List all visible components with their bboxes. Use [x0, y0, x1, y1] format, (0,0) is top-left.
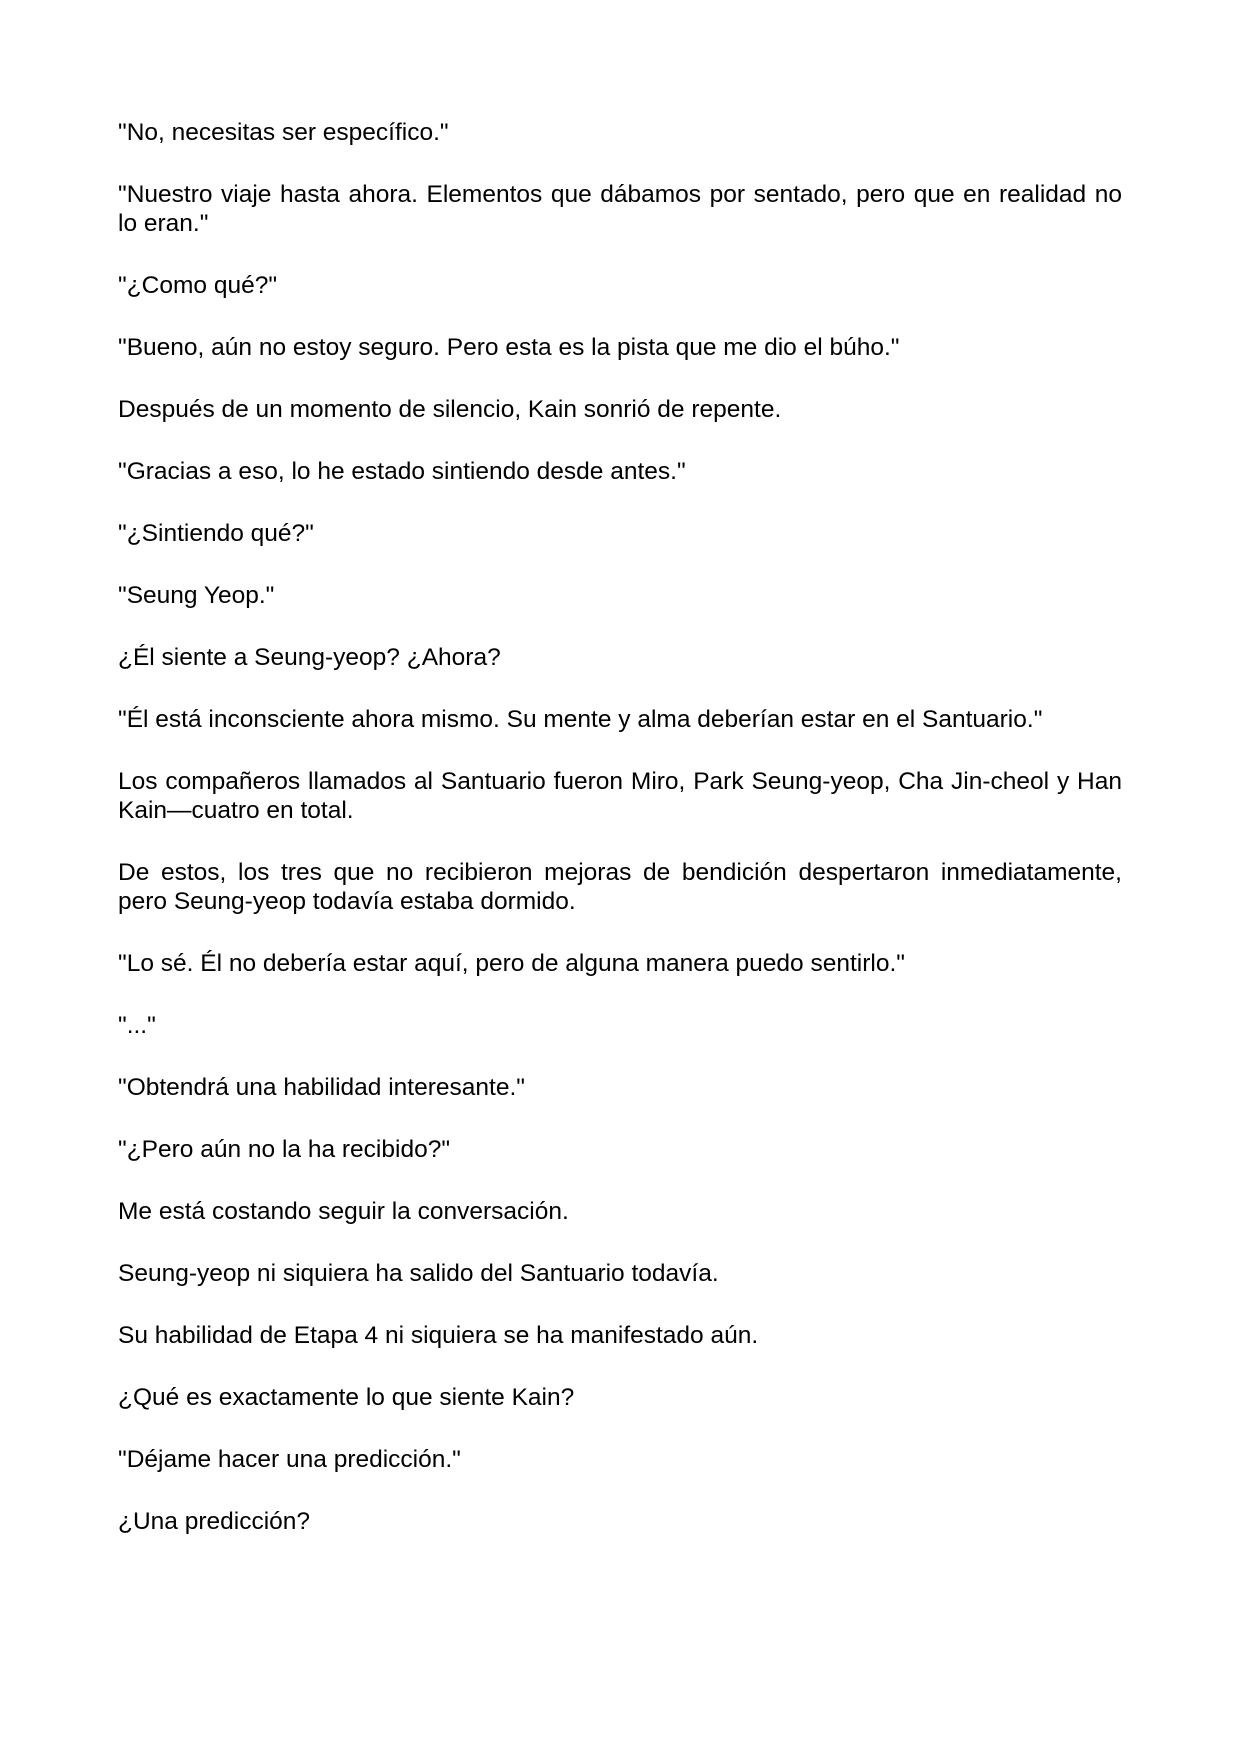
paragraph: "Él está inconsciente ahora mismo. Su mente y alma deberían estar en el Santuario." [118, 706, 1043, 733]
paragraph: "Déjame hacer una predicción." [118, 1446, 461, 1473]
paragraph: "No, necesitas ser específico." [118, 119, 449, 146]
paragraph: Los compañeros llamados al Santuario fueron Miro, Park Seung-yeop, Cha Jin-cheol y Han Kain—cuatro en total. [118, 768, 1122, 824]
paragraph: "Gracias a eso, lo he estado sintiendo desde antes." [118, 458, 686, 485]
paragraph: "..." [118, 1012, 156, 1039]
paragraph: De estos, los tres que no recibieron mejoras de bendición despertaron inmediatamente, pero Seung-yeop todavía estaba dormido. [118, 859, 1122, 915]
paragraph: "Lo sé. Él no debería estar aquí, pero de alguna manera puedo sentirlo." [118, 950, 905, 977]
paragraph: ¿Qué es exactamente lo que siente Kain? [118, 1384, 575, 1411]
paragraph: Su habilidad de Etapa 4 ni siquiera se ha manifestado aún. [118, 1322, 759, 1349]
paragraph: "Obtendrá una habilidad interesante." [118, 1074, 525, 1101]
paragraph: ¿Él siente a Seung-yeop? ¿Ahora? [118, 644, 501, 671]
paragraph: Me está costando seguir la conversación. [118, 1198, 569, 1225]
body-text [118, 118, 1122, 1569]
paragraph: "Seung Yeop." [118, 582, 275, 609]
paragraph: "¿Sintiendo qué?" [118, 520, 314, 547]
paragraph: "¿Pero aún no la ha recibido?" [118, 1136, 451, 1163]
paragraph: "¿Como qué?" [118, 272, 278, 299]
paragraph: "Bueno, aún no estoy seguro. Pero esta es la pista que me dio el búho." [118, 334, 900, 361]
paragraph: "Nuestro viaje hasta ahora. Elementos que dábamos por sentado, pero que en realidad no lo eran." [118, 181, 1122, 237]
paragraph: ¿Una predicción? [118, 1508, 311, 1535]
paragraph: Seung-yeop ni siquiera ha salido del Santuario todavía. [118, 1260, 719, 1287]
paragraph: Después de un momento de silencio, Kain sonrió de repente. [118, 396, 782, 423]
